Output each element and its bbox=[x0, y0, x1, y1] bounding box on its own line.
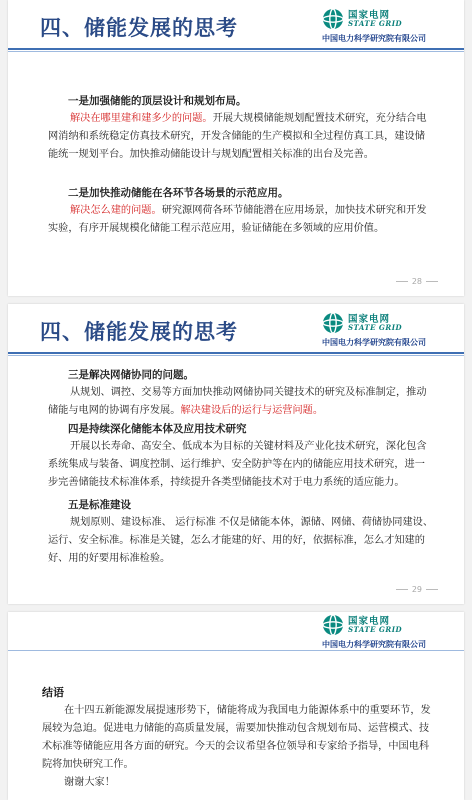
title-divider bbox=[8, 352, 464, 354]
institute-name: 中国电力科学研究院有限公司 bbox=[322, 34, 426, 43]
paragraph-3 bbox=[48, 384, 434, 420]
page-number: 29 bbox=[392, 585, 442, 594]
slide-conclusion bbox=[8, 612, 464, 800]
paragraph-4: 开展以长寿命、高安全、低成本为目标的关键材料及产业化技术研究，深化包含系统集成与装备、调度控制、运行维护、安全防护等在内的储能应用技术研究，进一步完善储能技术标准体系，持续提升各类型储能技术对于电力系统的适应能力。 bbox=[48, 441, 427, 488]
slide-29 bbox=[8, 304, 464, 604]
logo-cn: 国家电网 bbox=[348, 616, 391, 627]
heading-2: 二是加快推动储能在各环节各场景的示范应用。 bbox=[68, 187, 289, 199]
paragraph-2 bbox=[48, 202, 434, 238]
red-question-2: 解决怎么建的问题。 bbox=[70, 205, 162, 216]
logo-cn: 国家电网 bbox=[348, 10, 391, 21]
conclusion-paragraph: 在十四五新能源发展提速形势下，储能将成为我国电力能源体系中的重要环节，发展较为急迫。促进电力储能的高质量发展，需要加快推动包含规划布局、运营模式、技术标准等储能应用各方面的研究。今天的会议希望各位领导和专家给予指导，中国电科院将加快研究工作。 bbox=[42, 705, 431, 770]
logo-cn: 国家电网 bbox=[348, 314, 391, 325]
state-grid-logo bbox=[322, 612, 454, 650]
heading-4: 四是持续深化储能本体及应用技术研究 bbox=[68, 423, 247, 435]
slide-28 bbox=[8, 0, 464, 296]
conclusion-label: 结语 bbox=[42, 686, 64, 699]
institute-name: 中国电力科学研究院有限公司 bbox=[322, 640, 426, 649]
title-divider bbox=[8, 48, 464, 50]
paragraph-2-text: 研究源网荷各环节储能潜在应用场景，加快技术研究和开发实验，有序开展规模化储能工程示范应用，验证储能在多领域的应用价值。 bbox=[48, 205, 427, 234]
red-question-1: 解决在哪里建和建多少的问题。 bbox=[70, 113, 213, 124]
state-grid-emblem-icon bbox=[322, 312, 344, 334]
conclusion-body bbox=[42, 702, 434, 792]
heading-3: 三是解决网储协同的问题。 bbox=[68, 369, 194, 381]
page-number: 28 bbox=[392, 277, 442, 286]
red-note-3: 解决建设后的运行与运营问题。 bbox=[180, 405, 324, 416]
slide2-body bbox=[48, 366, 434, 568]
state-grid-emblem-icon bbox=[322, 8, 344, 30]
header-divider bbox=[8, 650, 464, 651]
slide-title: 四、储能发展的思考 bbox=[40, 16, 238, 40]
heading-5: 五是标准建设 bbox=[68, 499, 131, 511]
title-divider-thin bbox=[8, 355, 464, 356]
thanks-text: 谢谢大家！ bbox=[64, 777, 115, 788]
title-divider-thin bbox=[8, 51, 464, 52]
paragraph-1 bbox=[48, 110, 434, 164]
slide-title: 四、储能发展的思考 bbox=[40, 320, 238, 344]
institute-name: 中国电力科学研究院有限公司 bbox=[322, 338, 426, 347]
heading-1: 一是加强储能的顶层设计和规划布局。 bbox=[68, 95, 247, 107]
paragraph-3-text: 从规划、调控、交易等方面加快推动网储协同关键技术的研究及标准制定，推动储能与电网的协调有序发展。 bbox=[48, 387, 427, 416]
paragraph-1-text: 开展大规模储能规划配置技术研究，充分结合电网消纳和系统稳定仿真技术研究，开发含储能的生产模拟和全过程仿真工具，建设储能统一规划平台。加快推动储能设计与规划配置相关标准的出台及完善。 bbox=[48, 113, 427, 160]
paragraph-5: 规划原则、建设标准、 运行标准 不仅是储能本体，源储、网储、荷储协同建设、运行、安全标准。标准是关键，怎么才能建的好、用的好，依据标准，怎么才知建的好、用的好要用标准检验。 bbox=[48, 517, 434, 564]
state-grid-logo bbox=[322, 6, 454, 44]
logo-en: STATE GRID bbox=[348, 19, 403, 28]
logo-en: STATE GRID bbox=[348, 625, 403, 634]
state-grid-emblem-icon bbox=[322, 614, 344, 636]
slide1-body bbox=[48, 92, 434, 238]
state-grid-logo bbox=[322, 310, 454, 348]
logo-en: STATE GRID bbox=[348, 323, 403, 332]
